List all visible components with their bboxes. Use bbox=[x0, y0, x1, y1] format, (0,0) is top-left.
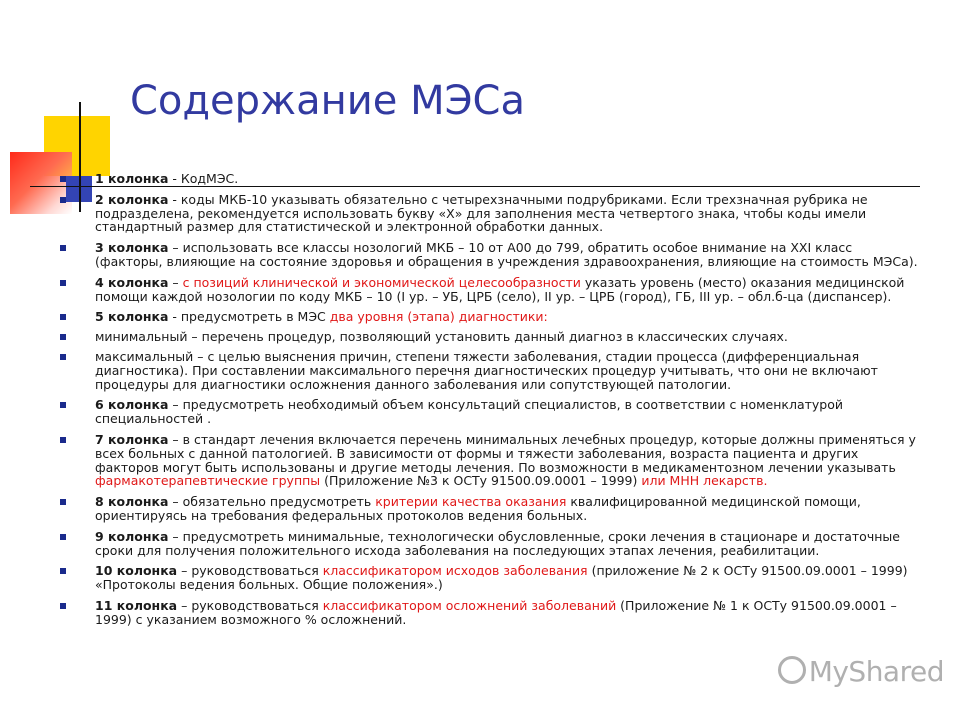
item-highlight: два уровня (этапа) диагностики: bbox=[329, 309, 548, 325]
bullet-icon bbox=[60, 314, 66, 320]
bullet-icon bbox=[60, 245, 66, 251]
item-number: 11 колонка bbox=[95, 597, 178, 613]
bullet-icon bbox=[60, 534, 66, 540]
item-text-cont: указать уровень (место) оказания медицинской помощи каждой нозологии по коду МКБ – 10 (I ур. – УБ, ЦРБ (село), II ур. – ЦРБ (город), ГБ, III ур. – обл.б-ца (диспансер). bbox=[95, 274, 905, 304]
item-number: 3 колонка bbox=[95, 240, 169, 256]
list-item bbox=[60, 398, 920, 426]
item-text: – предусмотреть необходимый объем консультаций специалистов, в соответствии с номенклатурой специальностей . bbox=[95, 397, 843, 427]
bullet-icon bbox=[60, 176, 66, 182]
item-highlight: классификатором осложнений заболеваний bbox=[322, 597, 617, 613]
item-highlight: критерии качества оказания bbox=[375, 494, 567, 510]
bullet-icon bbox=[60, 568, 66, 574]
bullet-icon bbox=[60, 499, 66, 505]
item-text: – обязательно предусмотреть bbox=[168, 494, 376, 510]
item-text-cont: (приложение № 2 к ОСТу 91500.09.0001 – 1999) «Протоколы ведения больных. Общие положения».) bbox=[95, 563, 908, 593]
item-text: – использовать все классы нозологий МКБ – 10 от А00 до 799, обратить особое внимание на XXI класс (факторы, влияющие на состояние здоровья и обращения в учреждения здравоохранения, влияющие на стоимость МЭСа). bbox=[95, 240, 918, 269]
item-highlight: с позиций клинической и экономической целесообразности bbox=[182, 274, 581, 290]
list-item bbox=[60, 172, 920, 186]
item-number: 8 колонка bbox=[95, 494, 169, 510]
item-text: - коды МКБ-10 указывать обязательно с четырехзначными подрубриками. Если трехзначная рубрика не подразделена, рекомендуется использовать букву «X» для заполнения места четвертого знака, чтобы коды имели стандартный размер для статистической и электронной обработки данных. bbox=[95, 191, 868, 235]
watermark-circle-icon bbox=[778, 656, 806, 684]
item-text: - КодМЭС. bbox=[168, 171, 239, 186]
list-item bbox=[60, 433, 920, 488]
bullet-icon bbox=[60, 402, 66, 408]
watermark-text: MyShared bbox=[808, 655, 944, 688]
bullet-icon bbox=[60, 354, 66, 360]
item-text: – bbox=[168, 274, 183, 290]
item-text: – в стандарт лечения включается перечень минимальных лечебных процедур, которые должны применяться у всех больных с данной патологией. В зависимости от формы и тяжести заболевания, возраста пациента и других факторов могут быть использованы и другие методы лечения. По возможности в медикаментозном лечении указывать bbox=[95, 431, 916, 475]
slide-title: Содержание МЭСа bbox=[130, 78, 525, 124]
bullet-icon bbox=[60, 603, 66, 609]
item-number: 6 колонка bbox=[95, 397, 169, 413]
item-number: 1 колонка bbox=[95, 171, 169, 186]
item-text-cont: квалифицированной медицинской помощи, ориентируясь на требования федеральных протоколов ведения больных. bbox=[95, 494, 861, 523]
list-item bbox=[60, 495, 920, 523]
content-list bbox=[60, 172, 920, 634]
item-text: - предусмотреть в МЭС bbox=[168, 309, 330, 325]
item-text-cont: (Приложение № 1 к ОСТу 91500.09.0001 – 1999) с указанием возможного % осложнений. bbox=[95, 597, 897, 627]
item-number: 4 колонка bbox=[95, 274, 169, 290]
item-text: максимальный – с целью выяснения причин, степени тяжести заболевания, стадии процесса (дифференциальная диагностика). При составлении максимального перечня диагностических процедур учитывать, что они не включают процедуры для диагностики осложнения данного заболевания или сопутствующей патологии. bbox=[95, 348, 878, 392]
item-number: 5 колонка bbox=[95, 309, 169, 325]
bullet-icon bbox=[60, 437, 66, 443]
item-highlight-2: или МНН лекарств. bbox=[641, 473, 768, 489]
list-item bbox=[60, 276, 920, 304]
list-item bbox=[60, 330, 920, 344]
list-item bbox=[60, 241, 920, 269]
list-item bbox=[60, 310, 920, 324]
item-highlight: классификатором исходов заболевания bbox=[322, 563, 588, 579]
item-number: 10 колонка bbox=[95, 563, 178, 579]
item-text: – руководствоваться bbox=[177, 563, 323, 579]
bullet-icon bbox=[60, 334, 66, 340]
list-item bbox=[60, 530, 920, 558]
item-number: 9 колонка bbox=[95, 528, 169, 544]
list-item bbox=[60, 193, 920, 234]
bullet-icon bbox=[60, 280, 66, 286]
bullet-icon bbox=[60, 197, 66, 203]
item-highlight: фармакотерапевтические группы bbox=[95, 473, 321, 489]
list-item bbox=[60, 564, 920, 592]
list-item bbox=[60, 350, 920, 391]
item-text: – руководствоваться bbox=[177, 597, 323, 613]
item-text: минимальный – перечень процедур, позволяющий установить данный диагноз в классических случаях. bbox=[95, 329, 788, 345]
item-text: – предусмотреть минимальные, технологически обусловленные, сроки лечения в стационаре и достаточные сроки для получения положительного исхода заболевания на последующих этапах лечения, реабилитации. bbox=[95, 528, 900, 558]
item-number: 2 колонка bbox=[95, 191, 169, 207]
list-item bbox=[60, 599, 920, 627]
watermark-logo bbox=[778, 653, 944, 688]
item-text-cont: (Приложение №3 к ОСТу 91500.09.0001 – 1999) bbox=[320, 473, 642, 489]
item-number: 7 колонка bbox=[95, 431, 169, 447]
